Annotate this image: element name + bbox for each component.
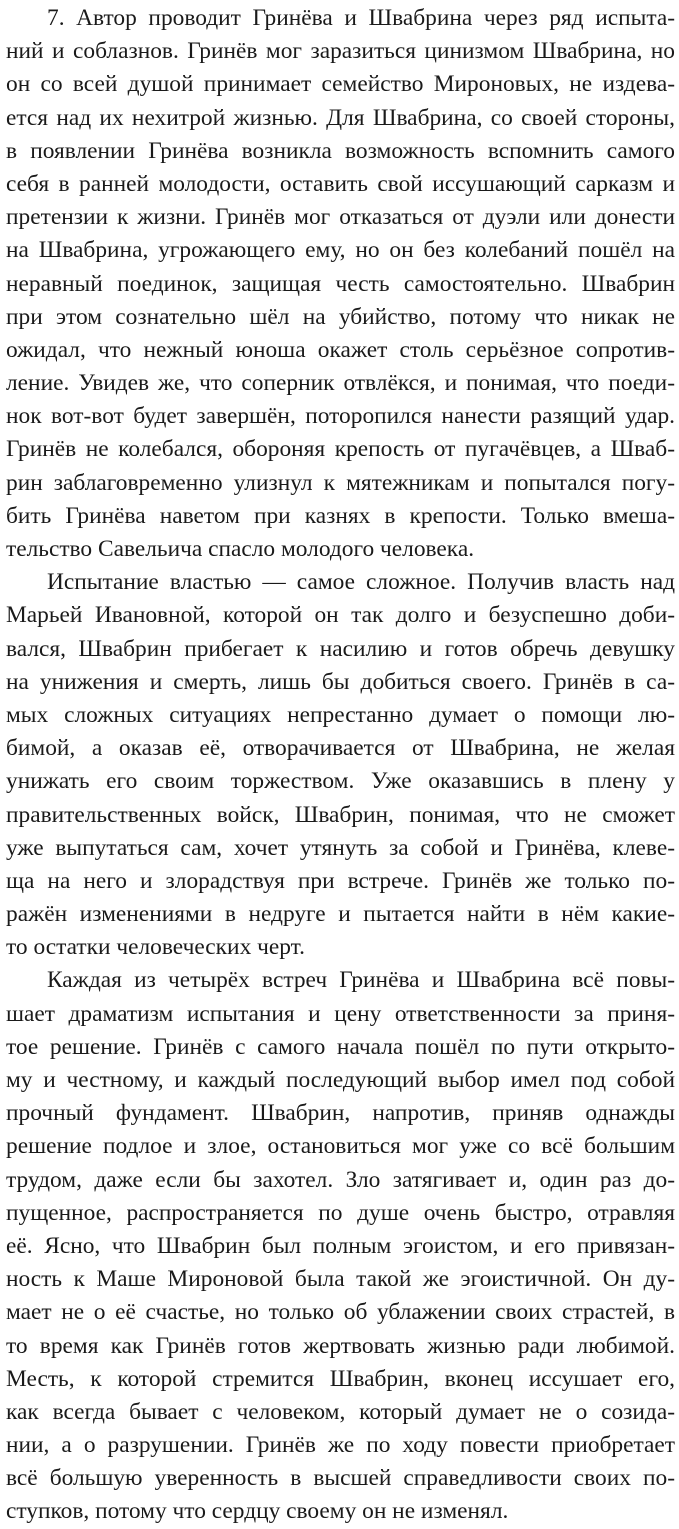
paragraph-3 [6, 964, 675, 1528]
text-line: на унижения и смерть, лишь бы добиться своего. Гринёв в са- [6, 668, 675, 695]
text-line: её. Ясно, что Швабрин был полным эгоистом, и его привязан- [6, 1232, 675, 1259]
text-line: уже выпутаться сам, хочет утянуть за собой и Гринёва, клеве- [6, 834, 675, 861]
text-line: мает не о её счастье, но только об ублажении своих страстей, в [6, 1299, 675, 1326]
paragraph-2 [6, 566, 675, 964]
text-line: рин заблаговременно улизнул к мятежникам и попытался погу- [6, 469, 675, 496]
text-line: ступков, потому что сердцу своему он не изменял. [6, 1498, 509, 1525]
text-line: нии, а о разрушении. Гринёв же по ходу повести приобретает [6, 1432, 675, 1459]
text-line: трудом, даже если бы захотел. Зло затягивает и, один раз до- [6, 1166, 675, 1193]
text-line: мых сложных ситуациях непрестанно думает о помощи лю- [6, 701, 675, 728]
text-line: Месть, к которой стремится Швабрин, вконец иссушает его, [6, 1365, 675, 1392]
text-line: бимой, а оказав её, отворачивается от Швабрина, не желая [6, 735, 675, 762]
text-line: шает драматизм испытания и цену ответственности за приня- [6, 1000, 675, 1027]
paragraph-1 [6, 2, 675, 566]
text-line: ожидал, что нежный юноша окажет столь серьёзное сопротив- [6, 336, 675, 363]
text-line: как всегда бывает с человеком, который думает не о созида- [6, 1398, 675, 1425]
text-line: Испытание властью — самое сложное. Получив власть над [47, 569, 675, 596]
text-line: всё большую уверенность в высшей справедливости своих по- [6, 1465, 675, 1492]
text-line: Марьей Ивановной, которой он так долго и безуспешно доби- [6, 602, 675, 629]
text-line: претензии к жизни. Гринёв мог отказаться от дуэли или донести [6, 204, 675, 231]
text-line: решение подлое и злое, остановиться мог уже со всё большим [6, 1133, 675, 1160]
text-line: на Швабрина, угрожающего ему, но он без колебаний пошёл на [6, 237, 675, 264]
text-line: 7. Автор проводит Гринёва и Швабрина через ряд испыта- [47, 5, 675, 31]
text-line: в появлении Гринёва возникла возможность вспомнить самого [6, 137, 675, 164]
text-line: тельство Савельича спасло молодого человека. [6, 536, 475, 562]
text-line: неравный поединок, защищая честь самостоятельно. Швабрин [6, 270, 675, 297]
text-line: себя в ранней молодости, оставить свой иссушающий сарказм и [6, 170, 675, 197]
text-line: пущенное, распространяется по душе очень быстро, отравляя [6, 1199, 675, 1226]
text-line: то время как Гринёв готов жертвовать жизнью ради любимой. [6, 1332, 675, 1359]
text-line: ность к Маше Мироновой была такой же эгоистичной. Он ду- [6, 1266, 675, 1293]
text-line: вался, Швабрин прибегает к насилию и готов обречь девушку [6, 635, 675, 662]
text-line: Каждая из четырёх встреч Гринёва и Швабрина всё повы- [47, 967, 675, 994]
text-line: му и честному, и каждый последующий выбор имел под собой [6, 1067, 675, 1093]
text-line: он со всей душой принимает семейство Мироновых, не издева- [6, 71, 675, 98]
text-line: тое решение. Гринёв с самого начала пошёл по пути открыто- [6, 1033, 675, 1060]
text-line: ление. Увидев же, что соперник отвлёкся, и понимая, что поеди- [6, 370, 675, 397]
text-line: при этом сознательно шёл на убийство, потому что никак не [6, 303, 675, 330]
text-line: прочный фундамент. Швабрин, напротив, приняв однажды [6, 1100, 675, 1127]
text-line: ется над их нехитрой жизнью. Для Швабрина, со своей стороны, [6, 104, 675, 131]
text-line: ражён изменениями в недруге и пытается найти в нём какие- [6, 901, 675, 928]
text-line: то остатки человеческих черт. [6, 934, 305, 961]
text-line: нок вот-вот будет завершён, поторопился нанести разящий удар. [6, 403, 675, 430]
text-line: бить Гринёва наветом при казнях в крепости. Только вмеша- [6, 502, 675, 529]
text-line: унижать его своим торжеством. Уже оказавшись в плену у [6, 768, 675, 795]
text-line: правительственных войск, Швабрин, понимая, что не сможет [6, 801, 675, 828]
text-line: Гринёв не колебался, обороняя крепость от пугачёвцев, а Шваб- [6, 436, 675, 463]
text-line: ща на него и злорадствуя при встрече. Гринёв же только по- [6, 867, 675, 894]
text-line: ний и соблазнов. Гринёв мог заразиться цинизмом Швабрина, но [6, 38, 675, 65]
